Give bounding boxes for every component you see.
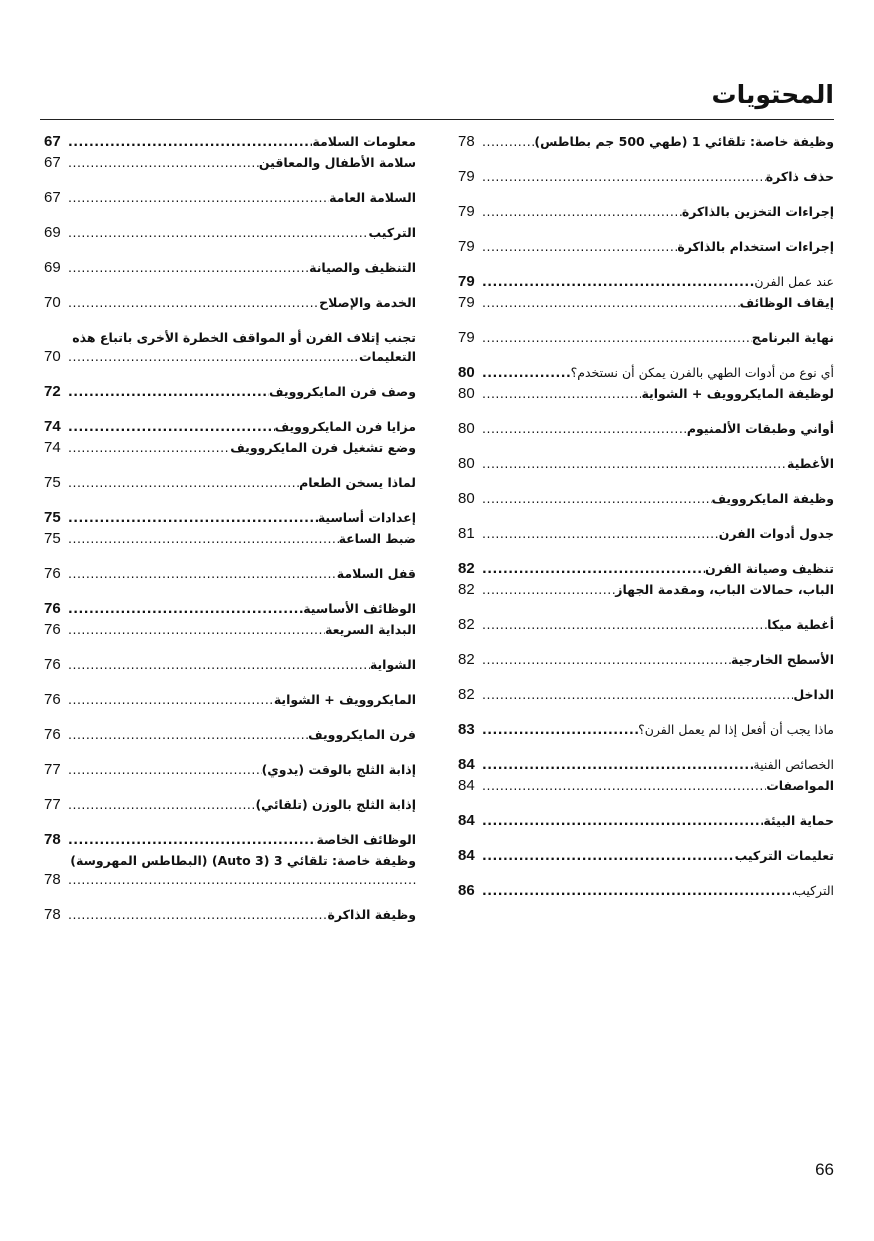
dot-leader [66,870,416,889]
toc-page-number: 76 [44,621,61,638]
toc-entry[interactable] [458,615,834,634]
toc-page-number: 86 [458,882,475,899]
toc-page-number: 67 [44,133,61,150]
toc-entry[interactable] [458,132,834,151]
toc-entry[interactable] [458,202,834,221]
toc-entry[interactable] [44,725,416,744]
spacer [44,889,416,905]
toc-page-number: 75 [44,509,61,526]
spacer [44,744,416,760]
toc-entry-title: مزايا فرن المايكروويف [274,419,416,434]
dot-leader [66,795,255,814]
toc-page-number: 74 [44,418,61,435]
spacer [44,277,416,293]
dot-leader [66,293,319,312]
toc-entry-title: ماذا يجب أن أفعل إذا لم يعمل الفرن؟ [638,722,834,737]
page-title: المحتويات [711,80,834,109]
dot-leader [480,293,740,312]
dot-leader [66,223,369,242]
spacer [458,508,834,524]
dot-leader [66,508,318,527]
toc-page-number: 74 [44,439,61,456]
toc-page-number: 77 [44,796,61,813]
toc-entry-title: الوظائف الخاصة [316,832,416,847]
dot-leader [480,363,571,382]
toc-entry-title: أي نوع من أدوات الطهي بالفرن يمكن أن نستخدم؟ [570,365,834,380]
toc-entry-title: ضبط الساعة [338,531,416,546]
dot-leader [66,620,325,639]
dot-leader [480,237,677,256]
dot-leader [66,188,329,207]
toc-entry[interactable] [458,293,834,312]
dot-leader [480,846,735,865]
spacer [44,639,416,655]
title-divider [40,119,834,120]
toc-entry-title: نهاية البرنامج [751,330,834,345]
toc-entry[interactable] [458,384,834,403]
dot-leader [66,564,337,583]
page-number: 66 [815,1160,834,1179]
dot-leader [480,559,705,578]
dot-leader [66,529,339,548]
toc-entry[interactable] [458,559,834,578]
toc-entry-title: إيقاف الوظائف [739,295,834,310]
toc-page-number: 70 [44,294,61,311]
toc-entry-title: قفل السلامة [336,566,416,581]
toc-entry[interactable] [458,755,834,774]
toc-entry-title: الداخل [793,687,834,702]
spacer [458,347,834,363]
toc-entry-title: وظيفة خاصة: تلقائي 1 (طهي 500 جم بطاطس) [534,134,834,149]
dot-leader [480,202,682,221]
dot-leader [480,650,731,669]
toc-entry-title: الباب، حمالات الباب، ومقدمة الجهاز [615,582,834,597]
toc-entry[interactable] [458,489,834,508]
toc-entry[interactable] [458,363,834,382]
toc-page-number: 80 [458,490,475,507]
dot-leader [66,760,262,779]
toc-entry[interactable] [44,132,416,151]
toc-page-number: 78 [44,906,61,923]
spacer [44,172,416,188]
toc-page-number: 69 [44,259,61,276]
toc-entry-title: تنظيف وصيانة الفرن [704,561,834,576]
toc-entry[interactable] [44,620,416,639]
toc-entry[interactable] [458,419,834,438]
toc-entry-title: إعدادات أساسية [317,510,416,525]
toc-entry-title: لوظيفة المايكروويف + الشواية [641,386,834,401]
dot-leader [480,776,766,795]
toc-entry[interactable] [44,438,416,457]
toc-entry-title: الخصائص الفنية [753,757,834,772]
toc-entry-title: حذف ذاكرة [765,169,834,184]
dot-leader [66,473,299,492]
toc-page-number: 76 [44,656,61,673]
spacer [458,634,834,650]
spacer [458,669,834,685]
toc-entry-title: إذابة الثلج بالوزن (تلقائي) [255,797,416,812]
toc-entry[interactable] [44,153,416,172]
dot-leader [480,881,794,900]
toc-entry-title-line: تجنب إتلاف الفرن أو المواقف الخطرة الأخرى باتباع هذه [72,330,416,345]
dot-leader [480,454,787,473]
dot-leader [480,811,763,830]
toc-entry-title: جدول أدوات الفرن [718,526,834,541]
dot-leader [66,830,316,849]
dot-leader [480,755,753,774]
spacer [458,830,834,846]
toc-entry[interactable] [44,529,416,548]
toc-entry-title: حماية البيئة [763,813,834,828]
toc-entry[interactable] [458,811,834,830]
toc-page-number: 76 [44,565,61,582]
toc-page-number: 79 [458,273,475,290]
toc-entry-title: التنظيف والصيانة [309,260,416,275]
spacer [458,599,834,615]
dot-leader [66,905,328,924]
toc-entry[interactable] [458,328,834,347]
toc-page-number: 80 [458,385,475,402]
toc-page-number: 72 [44,383,61,400]
toc-entry-title: وظيفة الذاكرة [327,907,416,922]
toc-entry-title: إذابة الثلج بالوقت (يدوي) [261,762,416,777]
toc-entry[interactable] [44,690,416,709]
spacer [44,814,416,830]
toc-entry[interactable] [44,760,416,779]
toc-entry-title: وضع تشغيل فرن المايكروويف [230,440,416,455]
toc-entry[interactable] [458,881,834,900]
spacer [44,779,416,795]
toc-entry[interactable] [44,795,416,814]
toc-entry[interactable] [44,382,416,401]
dot-leader [66,258,309,277]
toc-entry-title: المايكروويف + الشواية [273,692,416,707]
spacer [44,583,416,599]
spacer [458,403,834,419]
toc-entry-title: الأغطية [787,456,834,471]
toc-entry[interactable] [44,417,416,436]
toc-entry[interactable] [458,580,834,599]
dot-leader [66,153,259,172]
toc-entry[interactable] [458,272,834,291]
toc-entry-title: إجراءات استخدام بالذاكرة [677,239,834,254]
toc-page-number: 70 [44,348,61,365]
toc-page-number: 78 [44,831,61,848]
toc-entry-title: فرن المايكروويف [308,727,416,742]
toc-entry-title: التعليمات [359,349,416,364]
toc-page-number: 78 [458,133,475,150]
toc-entry-title: التركيب [368,225,416,240]
toc-page-number: 84 [458,756,475,773]
toc-entry[interactable] [458,237,834,256]
toc-entry[interactable] [44,223,416,242]
spacer [458,473,834,489]
toc-page-number: 82 [458,581,475,598]
toc-entry[interactable] [458,720,834,739]
dot-leader [480,167,766,186]
toc-entry[interactable] [458,846,834,865]
toc-page-number: 84 [458,847,475,864]
toc-page-number: 82 [458,651,475,668]
toc-page-number: 80 [458,420,475,437]
dot-leader [66,690,274,709]
spacer [44,207,416,223]
toc-page-number: 79 [458,168,475,185]
spacer [458,438,834,454]
toc-entry-title: الأسطح الخارجية [731,652,834,667]
toc-page-number: 79 [458,294,475,311]
toc-entry-title: تعليمات التركيب [734,848,834,863]
toc-entry[interactable] [458,776,834,795]
toc-entry[interactable] [458,454,834,473]
toc-entry-title: البداية السريعة [324,622,416,637]
dot-leader [480,524,719,543]
toc-entry[interactable] [44,347,416,366]
toc-entry[interactable] [458,685,834,704]
toc-page-number: 80 [458,455,475,472]
toc-entry-title: أواني وطبقات الألمنيوم [686,421,834,436]
dot-leader [480,328,752,347]
dot-leader [66,132,312,151]
toc-entry-title: التركيب [794,883,834,898]
toc-entry[interactable] [44,830,416,849]
dot-leader [66,599,303,618]
toc-column-left [44,132,416,924]
spacer [458,739,834,755]
toc-entry[interactable] [44,655,416,674]
toc-page-number: 84 [458,777,475,794]
toc-entry[interactable] [44,564,416,583]
toc-page-number: 82 [458,616,475,633]
toc-entry-title: المواصفات [766,778,834,793]
spacer [44,709,416,725]
toc-page-number: 76 [44,600,61,617]
dot-leader [66,438,230,457]
toc-page-number: 84 [458,812,475,829]
toc-page-number: 79 [458,203,475,220]
dot-leader [66,655,370,674]
toc-page-number: 79 [458,238,475,255]
dot-leader [480,615,767,634]
dot-leader [66,725,308,744]
spacer [458,256,834,272]
toc-page-number: 69 [44,224,61,241]
dot-leader [480,272,754,291]
toc-entry-title-line: وظيفة خاصة: تلقائي 3 (Auto 3) (البطاطس المهروسة) [70,853,416,868]
dot-leader [480,580,615,599]
dot-leader [66,417,275,436]
toc-entry-title: الخدمة والإصلاح [319,295,416,310]
toc-column-right [458,132,834,900]
toc-page-number: 67 [44,154,61,171]
spacer [44,401,416,417]
spacer [458,865,834,881]
toc-entry-title: عند عمل الفرن [754,274,834,289]
toc-entry-title: سلامة الأطفال والمعاقين [258,155,416,170]
dot-leader [480,685,793,704]
toc-entry[interactable] [458,167,834,186]
toc-page-number: 67 [44,189,61,206]
spacer [44,312,416,328]
spacer [44,457,416,473]
spacer [458,704,834,720]
toc-page-number: 78 [44,871,61,888]
dot-leader [480,132,534,151]
dot-leader [66,347,359,366]
toc-entry[interactable] [44,473,416,492]
toc-entry[interactable] [44,508,416,527]
spacer [458,543,834,559]
toc-entry-title: الوظائف الأساسية [303,601,416,616]
toc-entry[interactable] [44,188,416,207]
toc-entry-title: معلومات السلامة [312,134,416,149]
spacer [44,492,416,508]
toc-page-number: 76 [44,691,61,708]
dot-leader [480,419,687,438]
dot-leader [66,382,269,401]
toc-page-number: 82 [458,686,475,703]
toc-entry-title: الشواية [369,657,416,672]
toc-page-number: 82 [458,560,475,577]
spacer [44,674,416,690]
toc-entry[interactable] [44,599,416,618]
toc-page-number: 76 [44,726,61,743]
dot-leader [480,384,641,403]
spacer [458,221,834,237]
toc-page-number: 77 [44,761,61,778]
toc-entry[interactable] [44,905,416,924]
toc-page-number: 83 [458,721,475,738]
toc-entry-title: السلامة العامة [329,190,416,205]
spacer [44,242,416,258]
spacer [44,366,416,382]
toc-page-number: 79 [458,329,475,346]
spacer [44,548,416,564]
spacer [458,186,834,202]
toc-entry-title: لماذا يسخن الطعام [299,475,416,490]
toc-page-number: 81 [458,525,475,542]
toc-page-number: 75 [44,530,61,547]
spacer [458,151,834,167]
toc-page-number: 75 [44,474,61,491]
toc-entry-title: وظيفة المايكروويف [711,491,834,506]
toc-entry[interactable] [458,524,834,543]
spacer [458,795,834,811]
toc-page-number: 80 [458,364,475,381]
toc-entry[interactable] [458,650,834,669]
toc-entry-title: أغطية ميكا [767,617,834,632]
dot-leader [480,489,712,508]
toc-entry[interactable] [44,293,416,312]
toc-entry-title: إجراءات التخزين بالذاكرة [681,204,834,219]
spacer [458,312,834,328]
dot-leader [480,720,638,739]
toc-entry[interactable] [44,258,416,277]
toc-entry-title: وصف فرن المايكروويف [269,384,416,399]
toc-entry[interactable] [44,870,416,889]
